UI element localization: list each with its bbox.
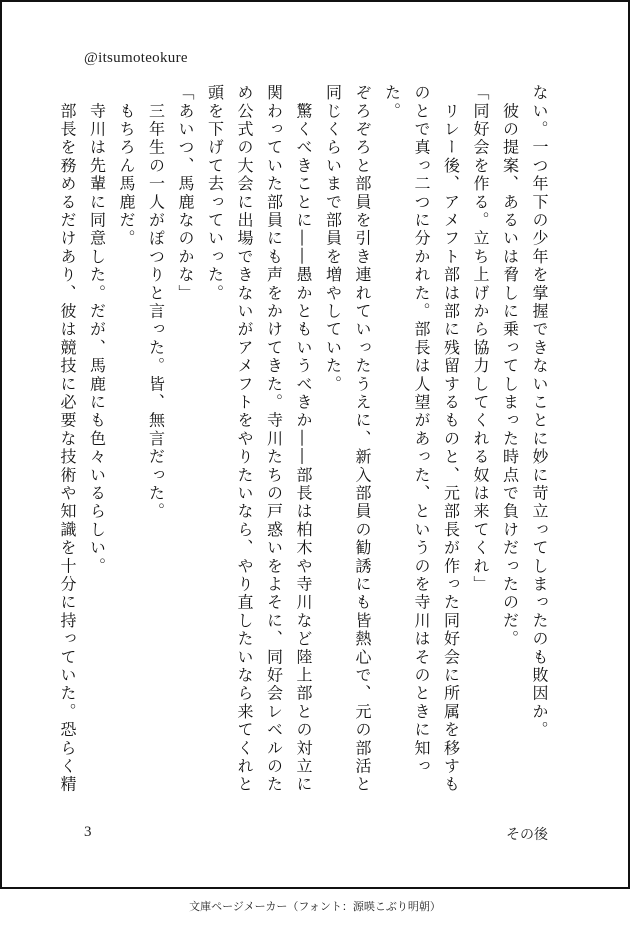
generator-credit: 文庫ページメーカー（フォント：源暎こぶり明朝） <box>189 900 441 913</box>
page-number: 3 <box>84 824 92 840</box>
text-line: のとで真っ二つに分かれた。部長は人望があった、というのを寺川はそのときに知った。 <box>382 84 431 776</box>
author-handle: @itsumoteokure <box>84 50 188 66</box>
text-line: 関わっていた部員にも声をかけてきた。寺川たちの戸惑いをよそに、同好会レベルのた <box>264 84 284 794</box>
text-line: 「あいつ、馬鹿なのかな」 <box>176 84 195 303</box>
text-line: 「同好会を作る。立ち上げから協力してくれる奴は来てくれ」 <box>471 84 490 594</box>
text-line: ぞろぞろと部員を引き連れていったうえに、新入部員の勧誘にも皆熱心で、元の部活と <box>353 84 372 794</box>
text-line: 驚くべきことに――愚かともいうべきか――部長は柏木や寺川など陸上部との対立に <box>294 84 313 794</box>
text-line: 部長を務めるだけあり、彼は競技に必要な技術や知識を十分に持っていた。恐らく精 <box>58 84 77 794</box>
text-line: もちろん馬鹿だ。 <box>117 84 136 248</box>
text-line: 同じくらいまで部員を増やしていた。 <box>323 84 343 394</box>
vertical-body-text <box>58 84 554 804</box>
text-line: リレー後、アメフト部は部に残留するものと、元部長が作った同好会に所属を移すも <box>441 84 461 794</box>
text-line: ない。一つ年下の少年を掌握できないことに妙に苛立ってしまったのも敗因か。 <box>530 84 549 740</box>
text-line: 頭を下げて去っていった。 <box>205 84 225 303</box>
text-line: 三年生の一人がぽつりと言った。皆、無言だった。 <box>146 84 166 521</box>
text-line: 彼の提案、あるいは脅しに乗ってしまった時点で負けだったのだ。 <box>500 84 520 649</box>
running-title: その後 <box>506 827 548 843</box>
text-line: め公式の大会に出場できないがアメフトをやりたいなら、やり直したいなら来てくれと <box>235 84 254 794</box>
text-line: 寺川は先輩に同意した。だが、馬鹿にも色々いるらしい。 <box>87 84 107 576</box>
